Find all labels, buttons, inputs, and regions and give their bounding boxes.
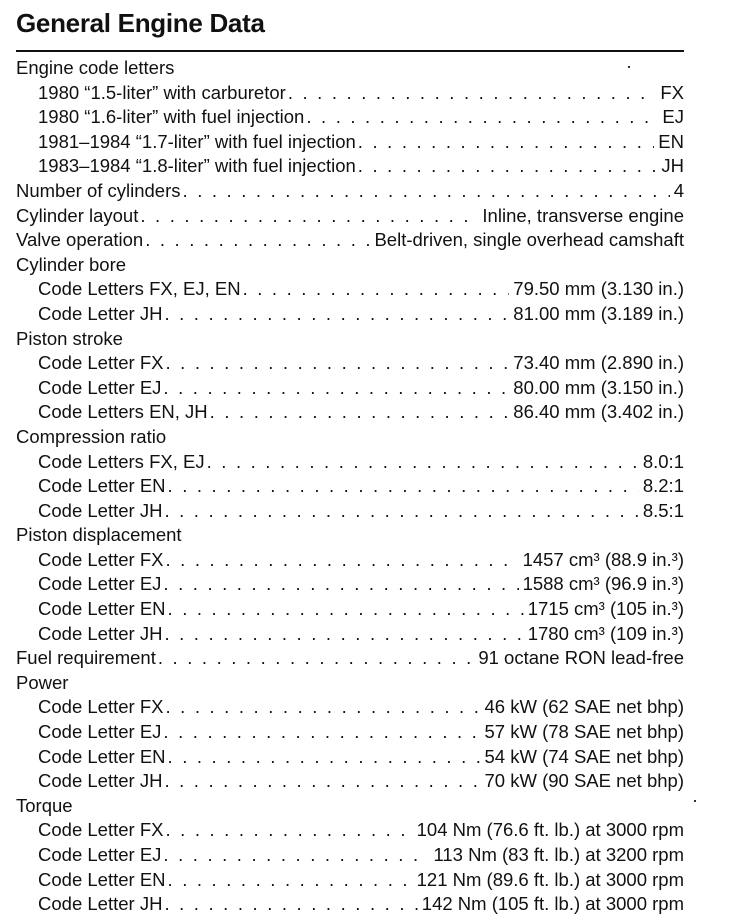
spec-label: Power [16,671,69,693]
spec-label: Number of cylinders [16,179,181,201]
spec-value: 81.00 mm (3.189 in.) [513,302,684,324]
spec-row [16,277,684,302]
spec-value: FX [660,81,684,103]
dot-leader [165,695,480,720]
spec-value: EN [658,130,684,152]
spec-value: JH [661,155,684,177]
spec-value: 8.0:1 [642,450,684,472]
dot-leader [165,818,412,843]
spec-row [16,302,684,327]
dot-leader [165,351,509,376]
spec-label: Code Letter JH [38,893,163,915]
dot-leader [164,892,417,917]
spec-label: Compression ratio [16,425,167,447]
dot-leader [164,302,509,327]
dot-leader [168,597,524,622]
dot-leader [163,572,518,597]
spec-value: 113 Nm (83 ft. lb.) at 3200 rpm [433,844,684,865]
spec-row [16,818,684,843]
dot-leader [306,105,658,130]
spec-label: Code Letter EJ [38,573,162,595]
spec-row [16,228,684,253]
scan-speck [694,800,696,802]
spec-label: Code Letter EN [38,868,166,890]
section-heading [16,523,684,548]
spec-label: Code Letter FX [38,819,164,841]
dot-leader [158,646,474,671]
spec-value: 1588 cm³ (96.9 in.³) [522,573,684,595]
spec-value: 104 Nm (76.6 ft. lb.) at 3000 rpm [416,819,684,841]
spec-row [16,769,684,794]
dot-leader [145,228,370,253]
dot-leader [183,179,670,204]
dot-leader [140,204,478,229]
spec-label: 1983–1984 “1.8-liter” with fuel injection [38,155,356,177]
section-heading [16,671,684,696]
spec-label: Code Letter EN [38,475,166,497]
spec-value: 1715 cm³ (105 in.³) [527,598,684,620]
spec-value: 121 Nm (89.6 ft. lb.) at 3000 rpm [416,868,684,890]
spec-row [16,351,684,376]
spec-label: 1980 “1.5-liter” with carburetor [38,81,286,103]
dot-leader [163,843,429,868]
spec-label: Code Letter FX [38,696,164,718]
spec-value: 1457 cm³ (88.9 in.³) [522,548,684,570]
spec-value: 73.40 mm (2.890 in.) [513,352,684,374]
spec-label: Code Letter JH [38,770,163,792]
dot-leader [210,400,510,425]
spec-label: Code Letter EJ [38,721,162,743]
spec-label: Code Letter EJ [38,844,162,865]
spec-row [16,597,684,622]
spec-row [16,745,684,770]
spec-label: Code Letter EN [38,745,166,767]
page-title: General Engine Data [16,8,265,38]
spec-label: Torque [16,794,73,816]
spec-value: Inline, transverse engine [482,204,684,226]
dot-leader [168,474,639,499]
dot-leader [358,130,655,155]
spec-value: 54 kW (74 SAE net bhp) [484,745,684,767]
dot-leader [164,769,480,794]
spec-row [16,105,684,130]
spec-label: Cylinder bore [16,253,127,275]
spec-row [16,892,684,917]
spec-value: 142 Nm (105 ft. lb.) at 3000 rpm [421,893,684,915]
spec-label: 1981–1984 “1.7-liter” with fuel injection [38,130,356,152]
dot-leader [243,277,510,302]
spec-label: Code Letter EJ [38,376,162,398]
spec-label: Piston displacement [16,524,182,546]
spec-row [16,474,684,499]
spec-row [16,81,684,106]
title-rule [16,50,684,52]
spec-label: Cylinder layout [16,204,139,226]
spec-label: Valve operation [16,229,144,251]
spec-label: 1980 “1.6-liter” with fuel injection [38,106,305,128]
spec-value: 1780 cm³ (109 in.³) [527,622,684,644]
spec-value: 91 octane RON lead-free [478,647,684,669]
engine-data-list [16,56,684,917]
spec-label: Code Letter JH [38,622,163,644]
dot-leader [207,450,639,475]
section-heading [16,253,684,278]
spec-row [16,400,684,425]
spec-row [16,695,684,720]
dot-leader [163,376,509,401]
spec-row [16,499,684,524]
spec-value: 79.50 mm (3.130 in.) [513,278,684,300]
spec-label: Code Letters FX, EJ, EN [38,278,241,300]
spec-row [16,622,684,647]
spec-value: 70 kW (90 SAE net bhp) [484,770,684,792]
spec-label: Code Letter JH [38,499,163,521]
spec-value: 4 [673,179,684,201]
spec-value: 8.5:1 [642,499,684,521]
section-heading [16,794,684,819]
spec-row [16,376,684,401]
spec-label: Engine code letters [16,57,175,78]
spec-label: Code Letter FX [38,352,164,374]
spec-row [16,646,684,671]
spec-value: 46 kW (62 SAE net bhp) [484,696,684,718]
spec-row [16,843,684,868]
dot-leader [164,622,523,647]
spec-label: Code Letter JH [38,302,163,324]
spec-row [16,572,684,597]
spec-label: Code Letter FX [38,548,164,570]
spec-value: 80.00 mm (3.150 in.) [513,376,684,398]
spec-value: 86.40 mm (3.402 in.) [513,401,684,423]
section-heading [16,425,684,450]
spec-label: Piston stroke [16,327,123,349]
spec-value: 57 kW (78 SAE net bhp) [484,721,684,743]
dot-leader [165,548,518,573]
spec-label: Code Letter EN [38,598,166,620]
spec-value: EJ [662,106,684,128]
spec-label: Code Letters FX, EJ [38,450,205,472]
spec-value: Belt-driven, single overhead camshaft [374,229,684,251]
spec-row [16,720,684,745]
spec-row [16,130,684,155]
spec-label: Code Letters EN, JH [38,401,208,423]
section-heading [16,327,684,352]
spec-row [16,868,684,893]
spec-value: 8.2:1 [642,475,684,497]
spec-row [16,548,684,573]
spec-label: Fuel requirement [16,647,156,669]
spec-row [16,204,684,229]
spec-row [16,179,684,204]
spec-row [16,154,684,179]
dot-leader [164,499,638,524]
dot-leader [163,720,480,745]
spec-row [16,450,684,475]
dot-leader [288,81,657,106]
dot-leader [168,745,481,770]
dot-leader [168,868,413,893]
section-heading [16,56,684,81]
dot-leader [358,154,658,179]
